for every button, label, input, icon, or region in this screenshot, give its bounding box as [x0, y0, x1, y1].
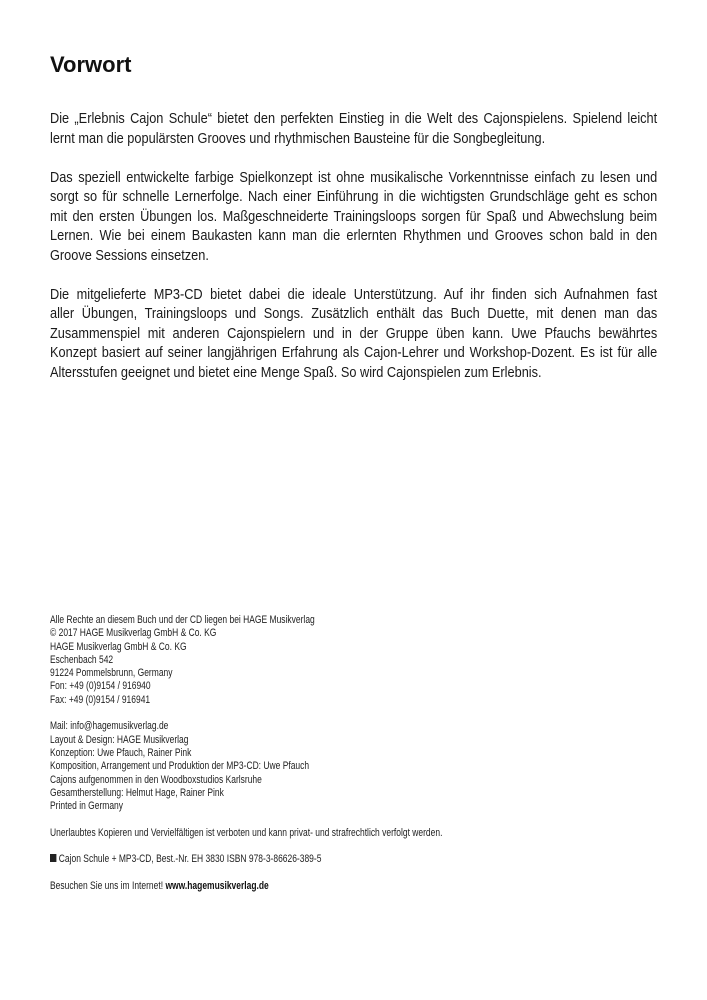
text-line: Zusammenspiel mit anderen Cajonspielern und in der Gruppe üben kann. Uwe Pfauchs bewährtes: [50, 325, 658, 342]
visit-label: Besuchen Sie uns im Internet!: [50, 879, 164, 892]
imprint-line: Layout & Design: HAGE Musikverlag: [50, 733, 189, 746]
imprint-line: HAGE Musikverlag GmbH & Co. KG: [50, 640, 187, 653]
imprint-line: © 2017 HAGE Musikverlag GmbH & Co. KG: [50, 627, 217, 640]
text-line: Groove Sessions einsetzen.: [50, 247, 209, 264]
copyright-warning: Unerlaubtes Kopieren und Vervielfältigen ist verboten und kann privat- und strafrechtlich verfolgt werden.: [50, 826, 443, 839]
product-text: Cajon Schule + MP3-CD, Best.-Nr. EH 3830 ISBN 978-3-86626-389-5: [58, 853, 322, 866]
text-line: mit den ersten Übungen los. Maßgeschneiderte Trainingsloops sorgen für Spaß und Abwechslung beim: [50, 208, 658, 225]
text-line: Die mitgelieferte MP3-CD bietet dabei die ideale Unterstützung. Auf ihr finden sich Aufnahmen fast: [50, 286, 658, 303]
product-info: [50, 853, 530, 866]
imprint-line: Fax: +49 (0)9154 / 916941: [50, 693, 151, 706]
text-line: Altersstufen geeignet und bietet eine Menge Spaß. So wird Cajonspielen zum Erlebnis.: [50, 364, 542, 381]
imprint-line: Komposition, Arrangement und Produktion der MP3-CD: Uwe Pfauch: [50, 760, 310, 773]
text-line: Das speziell entwickelte farbige Spielkonzept ist ohne musikalische Vorkenntnisse einfach zu lesen und: [50, 169, 658, 186]
imprint-line: Eschenbach 542: [50, 653, 114, 666]
imprint-line: Alle Rechte an diesem Buch und der CD liegen bei HAGE Musikverlag: [50, 614, 315, 626]
imprint-line: Printed in Germany: [50, 800, 124, 813]
website-link[interactable]: www.hagemusikverlag.de: [165, 879, 269, 892]
text-line: aller Übungen, Trainingsloops und Songs. Zusätzlich enthält das Buch Duette, mit denen man das: [50, 306, 658, 322]
text-line: Konzept basiert auf seiner langjährigen Erfahrung als Cajon-Lehrer und Workshop-Dozent. Es ist für alle: [50, 345, 658, 361]
text-line: lernt man die populärsten Grooves und rhythmischen Bausteine für die Songbegleitung.: [50, 130, 546, 147]
imprint-line: Gesamtherstellung: Helmut Hage, Rainer Pink: [50, 786, 224, 799]
text-line: Lernen. Wie bei einem Baukasten kann man die erlernten Rhythmen und Grooves schon bald in den: [50, 228, 658, 244]
text-line: Die „Erlebnis Cajon Schule“ bietet den perfekten Einstieg in die Welt des Cajonspielens. Spielend leicht: [50, 111, 658, 127]
paragraph: [50, 169, 657, 267]
square-bullet-icon: [50, 854, 56, 862]
imprint-line: Fon: +49 (0)9154 / 916940: [50, 680, 151, 693]
imprint-line: 91224 Pommelsbrunn, Germany: [50, 667, 173, 680]
paragraph: [50, 110, 657, 149]
imprint-line: Mail: info@hagemusikverlag.de: [50, 720, 169, 733]
imprint-line: Cajons aufgenommen in den Woodboxstudios Karlsruhe: [50, 773, 262, 786]
visit-line: [50, 880, 530, 893]
paragraph: [50, 286, 657, 384]
page-title: Vorwort: [50, 52, 132, 77]
imprint-line: Konzeption: Uwe Pfauch, Rainer Pink: [50, 746, 192, 759]
foreword-body: [50, 110, 657, 403]
text-line: sorgt so für schnelle Lernerfolge. Nach einer Einführung in die wichtigsten Grundschläge geht es schon: [50, 189, 658, 205]
imprint: [50, 614, 530, 893]
